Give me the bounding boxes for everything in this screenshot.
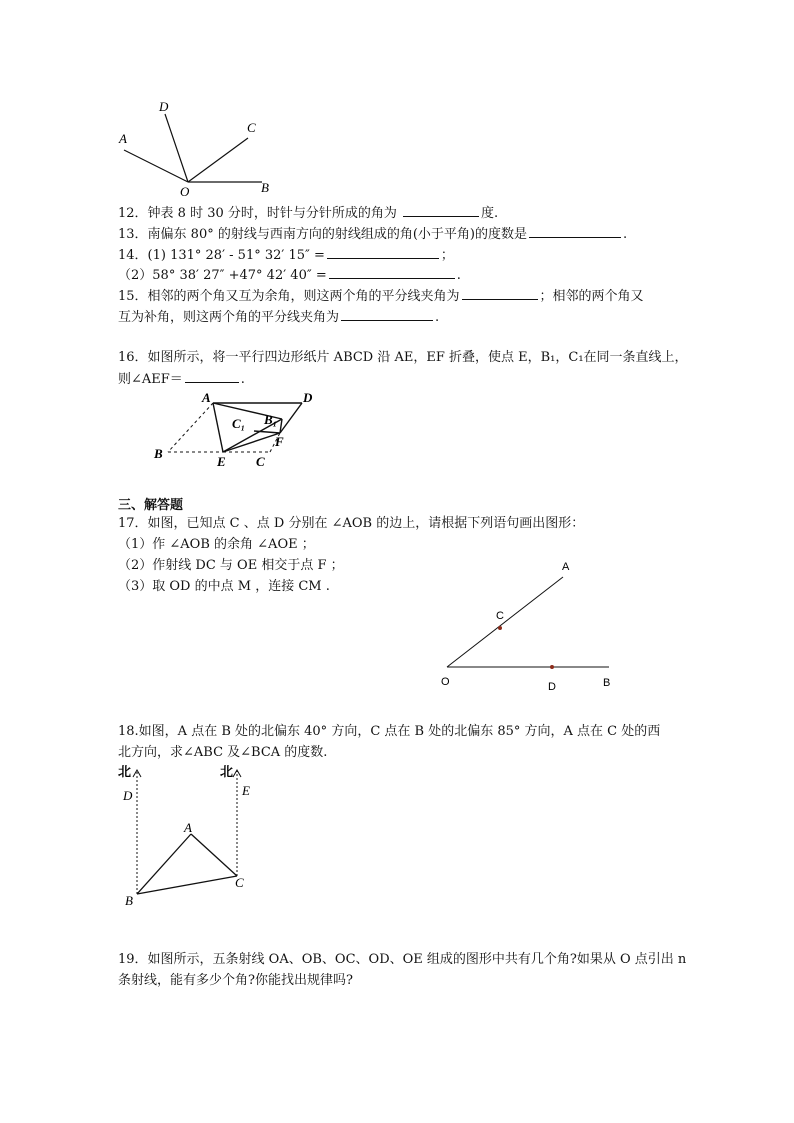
label-north-2: 北 <box>220 764 234 779</box>
question-17-step3: （3）取 OD 的中点 M ，连接 CM . <box>118 579 330 594</box>
label-C1: C₁ <box>232 416 246 431</box>
label-C: C <box>247 120 256 135</box>
label-north-1: 北 <box>118 764 132 779</box>
label-C: C <box>496 610 504 622</box>
q14b-text: （2）58° 38′ 27″ +47° 42′ 40″ = <box>118 268 327 283</box>
q15-line1-after: ；相邻的两个角又 <box>539 289 644 304</box>
side-BC <box>137 876 237 894</box>
q16-line1: 16．如图所示，将一平行四边形纸片 ABCD 沿 AE，EF 折叠，使点 E，B₁，C₁在同一条直线上， <box>118 350 688 365</box>
label-D: D <box>159 99 169 114</box>
q15-line2: 互为补角，则这两个角的平分线夹角为 <box>118 310 340 325</box>
label-D: D <box>548 681 556 693</box>
label-A: A <box>119 131 127 146</box>
label-A: A <box>184 820 192 835</box>
label-B: B <box>261 180 269 195</box>
label-A: A <box>202 390 211 405</box>
q12-text: 12．钟表 8 时 30 分时，时针与分针所成的角为 <box>118 206 402 221</box>
question-17-step1: （1）作 ∠AOB 的余角 ∠AOE ； <box>118 537 315 552</box>
side-AC <box>191 834 237 876</box>
label-B: B <box>154 446 163 461</box>
q16-line2-after: . <box>240 372 245 387</box>
label-O: O <box>441 676 450 688</box>
question-18-line1: 18.如图，A 点在 B 处的北偏东 40° 方向，C 点在 B 处的北偏东 85° 方向，A 点在 C 处的西 <box>118 724 661 739</box>
label-E: E <box>242 783 250 798</box>
side-BA <box>137 834 191 894</box>
q16-line2: 则∠AEF＝ <box>118 372 183 387</box>
label-O: O <box>180 184 190 199</box>
label-F: F <box>275 434 284 449</box>
q14a-text: 14．(1) 131° 28′ - 51° 32′ 15″ = <box>118 248 325 263</box>
label-B: B <box>603 677 611 689</box>
q14a-suffix: ； <box>440 248 454 263</box>
question-19-line2: 条射线，能有多少个角?你能找出规律吗? <box>118 973 353 988</box>
label-D: D <box>303 390 313 405</box>
q13-suffix: . <box>623 227 628 242</box>
q12-suffix: 度. <box>481 206 499 221</box>
label-D: D <box>123 788 133 803</box>
label-C: C <box>256 454 265 469</box>
question-17-intro: 17．如图，已知点 C 、点 D 分别在 ∠AOB 的边上，请根据下列语句画出图形： <box>118 516 585 531</box>
label-E: E <box>217 454 226 469</box>
label-A: A <box>562 561 570 573</box>
question-19-line1: 19．如图所示，五条射线 OA、OB、OC、OD、OE 组成的图形中共有几个角?如果从 O 点引出 n <box>118 952 687 967</box>
label-B: B <box>125 893 133 908</box>
q14b-suffix: . <box>456 268 461 283</box>
label-B1: B₁ <box>264 412 278 427</box>
question-18-line2: 北方向，求∠ABC 及∠BCA 的度数. <box>118 745 328 760</box>
question-17-step2: （2）作射线 DC 与 OE 相交于点 F ； <box>118 558 344 573</box>
q13-text: 13．南偏东 80° 的射线与西南方向的射线组成的角(小于平角)的度数是 <box>118 227 527 242</box>
q15-line2-after: . <box>435 310 440 325</box>
label-C: C <box>235 875 244 890</box>
section-title: 三、解答题 <box>118 498 184 513</box>
q15-line1: 15．相邻的两个角又互为余角，则这两个角的平分线夹角为 <box>118 289 460 304</box>
